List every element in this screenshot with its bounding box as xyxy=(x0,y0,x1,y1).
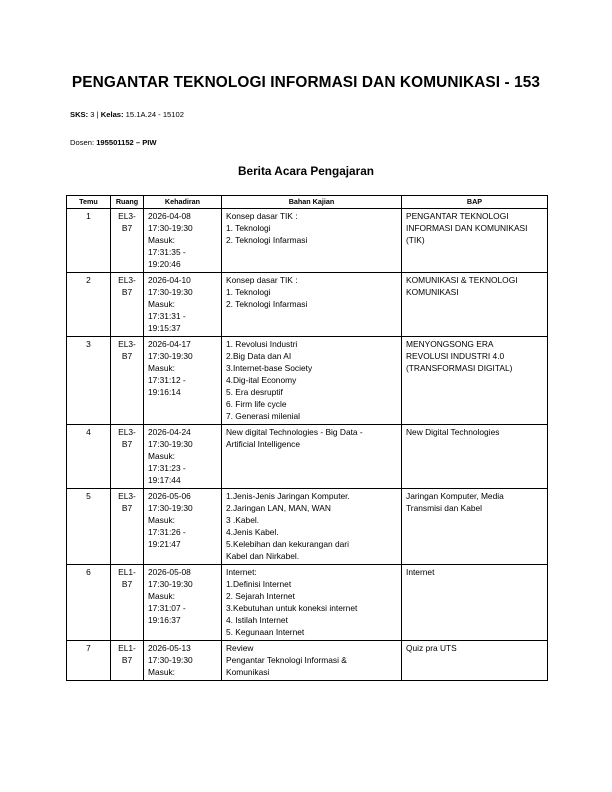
cell-bahan-kajian-line: 1.Jenis-Jenis Jaringan Komputer. xyxy=(226,491,350,501)
table-row xyxy=(67,337,548,425)
cell-kehadiran-line: 17:30-19:30 xyxy=(148,579,193,589)
cell-bap-line: KOMUNIKASI xyxy=(406,287,459,297)
cell-bap xyxy=(402,641,548,681)
cell-bahan-kajian-line: 4.Dig-ital Economy xyxy=(226,375,297,385)
cell-kehadiran-line: 17:31:07 - xyxy=(148,603,186,613)
table-row xyxy=(67,425,548,489)
cell-bap xyxy=(402,489,548,565)
cell-kehadiran-line: 17:31:12 - xyxy=(148,375,186,385)
cell-bap-line: Jaringan Komputer, Media xyxy=(406,491,504,501)
cell-bahan-kajian-line: Konsep dasar TIK : xyxy=(226,211,298,221)
table-row xyxy=(67,489,548,565)
cell-ruang-line: EL1- xyxy=(118,643,136,653)
cell-kehadiran-line: 2026-05-06 xyxy=(148,491,191,501)
cell-ruang xyxy=(111,641,144,681)
cell-bahan-kajian xyxy=(222,641,402,681)
cell-kehadiran-line: 17:30-19:30 xyxy=(148,287,193,297)
cell-kehadiran-line: 19:20:46 xyxy=(148,259,181,269)
cell-ruang xyxy=(111,209,144,273)
cell-kehadiran-line: 19:15:37 xyxy=(148,323,181,333)
cell-kehadiran-line: 19:16:14 xyxy=(148,387,181,397)
cell-kehadiran xyxy=(144,273,222,337)
cell-kehadiran-line: Masuk: xyxy=(148,363,175,373)
cell-bahan-kajian-line: 2. Sejarah Internet xyxy=(226,591,295,601)
cell-kehadiran-line: Masuk: xyxy=(148,515,175,525)
cell-ruang xyxy=(111,425,144,489)
cell-bahan-kajian-line: 3 .Kabel. xyxy=(226,515,260,525)
column-header-bap: BAP xyxy=(402,196,548,209)
cell-temu: 3 xyxy=(67,337,111,425)
kelas-value: 15.1A.24 - 15102 xyxy=(125,110,184,119)
cell-kehadiran xyxy=(144,337,222,425)
cell-bahan-kajian-line: 6. Firm life cycle xyxy=(226,399,287,409)
cell-bap-line: Quiz pra UTS xyxy=(406,643,457,653)
table-row xyxy=(67,565,548,641)
cell-kehadiran-line: 2026-04-10 xyxy=(148,275,191,285)
cell-bahan-kajian-line: Kabel dan Nirkabel. xyxy=(226,551,300,561)
cell-bap xyxy=(402,565,548,641)
cell-bap-line: Internet xyxy=(406,567,435,577)
cell-ruang-line: EL3- xyxy=(118,427,136,437)
cell-bahan-kajian-line: 4.Jenis Kabel. xyxy=(226,527,279,537)
cell-bahan-kajian-line: Komunikasi xyxy=(226,667,270,677)
cell-kehadiran-line: 17:31:23 - xyxy=(148,463,186,473)
cell-kehadiran-line: Masuk: xyxy=(148,667,175,677)
cell-ruang-line: B7 xyxy=(121,223,133,233)
cell-kehadiran-line: 19:17:44 xyxy=(148,475,181,485)
section-title: Berita Acara Pengajaran xyxy=(238,164,374,178)
sks-value: 3 xyxy=(90,110,95,119)
cell-bap-line: Transmisi dan Kabel xyxy=(406,503,483,513)
cell-temu: 2 xyxy=(67,273,111,337)
cell-bap-line: REVOLUSI INDUSTRI 4.0 xyxy=(406,351,505,361)
table-header-row xyxy=(67,196,548,209)
cell-ruang xyxy=(111,337,144,425)
course-meta-line xyxy=(70,110,184,119)
cell-bahan-kajian-line: 2.Big Data dan AI xyxy=(226,351,292,361)
cell-bahan-kajian-line: Internet: xyxy=(226,567,257,577)
cell-bahan-kajian-line: 2. Teknologi Infarmasi xyxy=(226,299,308,309)
cell-kehadiran-line: 19:21:47 xyxy=(148,539,181,549)
table-body xyxy=(67,209,548,681)
cell-bahan-kajian-line: 3.Internet-base Society xyxy=(226,363,313,373)
cell-bahan-kajian-line: 5. Kegunaan Internet xyxy=(226,627,305,637)
cell-ruang-line: B7 xyxy=(121,287,133,297)
cell-ruang-line: B7 xyxy=(121,655,133,665)
cell-kehadiran-line: 17:30-19:30 xyxy=(148,503,193,513)
cell-kehadiran xyxy=(144,425,222,489)
cell-kehadiran-line: 2026-04-24 xyxy=(148,427,191,437)
cell-bahan-kajian-line: 2.Jaringan LAN, MAN, WAN xyxy=(226,503,331,513)
cell-bahan-kajian-line: Konsep dasar TIK : xyxy=(226,275,298,285)
cell-ruang-line: B7 xyxy=(121,351,133,361)
cell-temu: 6 xyxy=(67,565,111,641)
cell-kehadiran-line: 17:30-19:30 xyxy=(148,439,193,449)
cell-kehadiran-line: 2026-04-17 xyxy=(148,339,191,349)
cell-ruang xyxy=(111,489,144,565)
cell-bahan-kajian-line: 3.Kebutuhan untuk koneksi internet xyxy=(226,603,358,613)
cell-kehadiran-line: 17:31:35 - xyxy=(148,247,186,257)
teaching-minutes-table xyxy=(66,195,548,681)
cell-ruang-line: B7 xyxy=(121,439,133,449)
cell-ruang-line: EL3- xyxy=(118,211,136,221)
cell-bap-line: New Digital Technologies xyxy=(406,427,500,437)
cell-bahan-kajian-line: Review xyxy=(226,643,254,653)
cell-ruang-line: B7 xyxy=(121,579,133,589)
cell-bap xyxy=(402,337,548,425)
cell-kehadiran-line: 17:31:26 - xyxy=(148,527,186,537)
cell-ruang xyxy=(111,565,144,641)
cell-kehadiran-line: Masuk: xyxy=(148,591,175,601)
cell-ruang-line: EL3- xyxy=(118,339,136,349)
cell-bahan-kajian-line: 4. Istilah Internet xyxy=(226,615,288,625)
kelas-label: Kelas: xyxy=(100,110,124,119)
cell-bahan-kajian-line: New digital Technologies - Big Data - xyxy=(226,427,363,437)
cell-kehadiran-line: Masuk: xyxy=(148,235,175,245)
cell-kehadiran-line: 17:30-19:30 xyxy=(148,223,193,233)
cell-kehadiran xyxy=(144,209,222,273)
sks-label: SKS: xyxy=(70,110,89,119)
cell-bap-line: PENGANTAR TEKNOLOGI xyxy=(406,211,509,221)
table-row xyxy=(67,273,548,337)
cell-kehadiran xyxy=(144,489,222,565)
cell-bahan-kajian xyxy=(222,209,402,273)
cell-bahan-kajian-line: Artificial Intelligence xyxy=(226,439,301,449)
cell-temu: 1 xyxy=(67,209,111,273)
cell-bap-line: INFORMASI DAN KOMUNIKASI xyxy=(406,223,528,233)
table-row xyxy=(67,209,548,273)
cell-bahan-kajian xyxy=(222,565,402,641)
cell-ruang-line: EL3- xyxy=(118,275,136,285)
cell-bahan-kajian-line: 5. Era desruptif xyxy=(226,387,283,397)
cell-bap xyxy=(402,425,548,489)
dosen-label: Dosen: xyxy=(70,138,95,147)
column-header-temu: Temu xyxy=(67,196,111,209)
cell-bahan-kajian-line: 1.Definisi Internet xyxy=(226,579,292,589)
cell-kehadiran-line: Masuk: xyxy=(148,451,175,461)
cell-bap-line: MENYONGSONG ERA xyxy=(406,339,494,349)
cell-kehadiran-line: 17:30-19:30 xyxy=(148,655,193,665)
cell-kehadiran-line: 17:31:31 - xyxy=(148,311,186,321)
cell-bahan-kajian-line: 2. Teknologi Infarmasi xyxy=(226,235,308,245)
cell-kehadiran-line: 2026-05-08 xyxy=(148,567,191,577)
cell-temu: 5 xyxy=(67,489,111,565)
cell-ruang-line: EL3- xyxy=(118,491,136,501)
cell-kehadiran-line: 17:30-19:30 xyxy=(148,351,193,361)
cell-kehadiran-line: Masuk: xyxy=(148,299,175,309)
cell-kehadiran-line: 2026-04-08 xyxy=(148,211,191,221)
cell-bap xyxy=(402,273,548,337)
page-title: PENGANTAR TEKNOLOGI INFORMASI DAN KOMUNIKASI - 153 xyxy=(71,74,541,91)
lecturer-line xyxy=(70,138,157,147)
cell-temu: 7 xyxy=(67,641,111,681)
cell-kehadiran-line: 2026-05-13 xyxy=(148,643,191,653)
cell-bap-line: (TIK) xyxy=(406,235,425,245)
cell-bahan-kajian xyxy=(222,273,402,337)
cell-kehadiran-line: 19:16:37 xyxy=(148,615,181,625)
cell-bahan-kajian-line: 1. Teknologi xyxy=(226,287,271,297)
cell-ruang-line: B7 xyxy=(121,503,133,513)
cell-temu: 4 xyxy=(67,425,111,489)
cell-kehadiran xyxy=(144,565,222,641)
cell-bap xyxy=(402,209,548,273)
cell-bahan-kajian-line: 1. Revolusi Industri xyxy=(226,339,298,349)
cell-bahan-kajian xyxy=(222,425,402,489)
cell-bap-line: (TRANSFORMASI DIGITAL) xyxy=(406,363,513,373)
dosen-value: 195501152 – PIW xyxy=(96,138,157,147)
cell-bap-line: KOMUNIKASI & TEKNOLOGI xyxy=(406,275,518,285)
cell-ruang-line: EL1- xyxy=(118,567,136,577)
cell-bahan-kajian-line: 7. Generasi milenial xyxy=(226,411,301,421)
cell-ruang xyxy=(111,273,144,337)
cell-bahan-kajian-line: 1. Teknologi xyxy=(226,223,271,233)
column-header-bahan-kajian: Bahan Kajian xyxy=(222,196,402,209)
column-header-ruang: Ruang xyxy=(111,196,144,209)
table-row xyxy=(67,641,548,681)
cell-bahan-kajian xyxy=(222,489,402,565)
column-header-kehadiran: Kehadiran xyxy=(144,196,222,209)
cell-bahan-kajian-line: 5.Kelebihan dan kekurangan dari xyxy=(226,539,349,549)
meta-separator: | xyxy=(96,110,99,119)
cell-kehadiran xyxy=(144,641,222,681)
cell-bahan-kajian-line: Pengantar Teknologi Informasi & xyxy=(226,655,347,665)
cell-bahan-kajian xyxy=(222,337,402,425)
